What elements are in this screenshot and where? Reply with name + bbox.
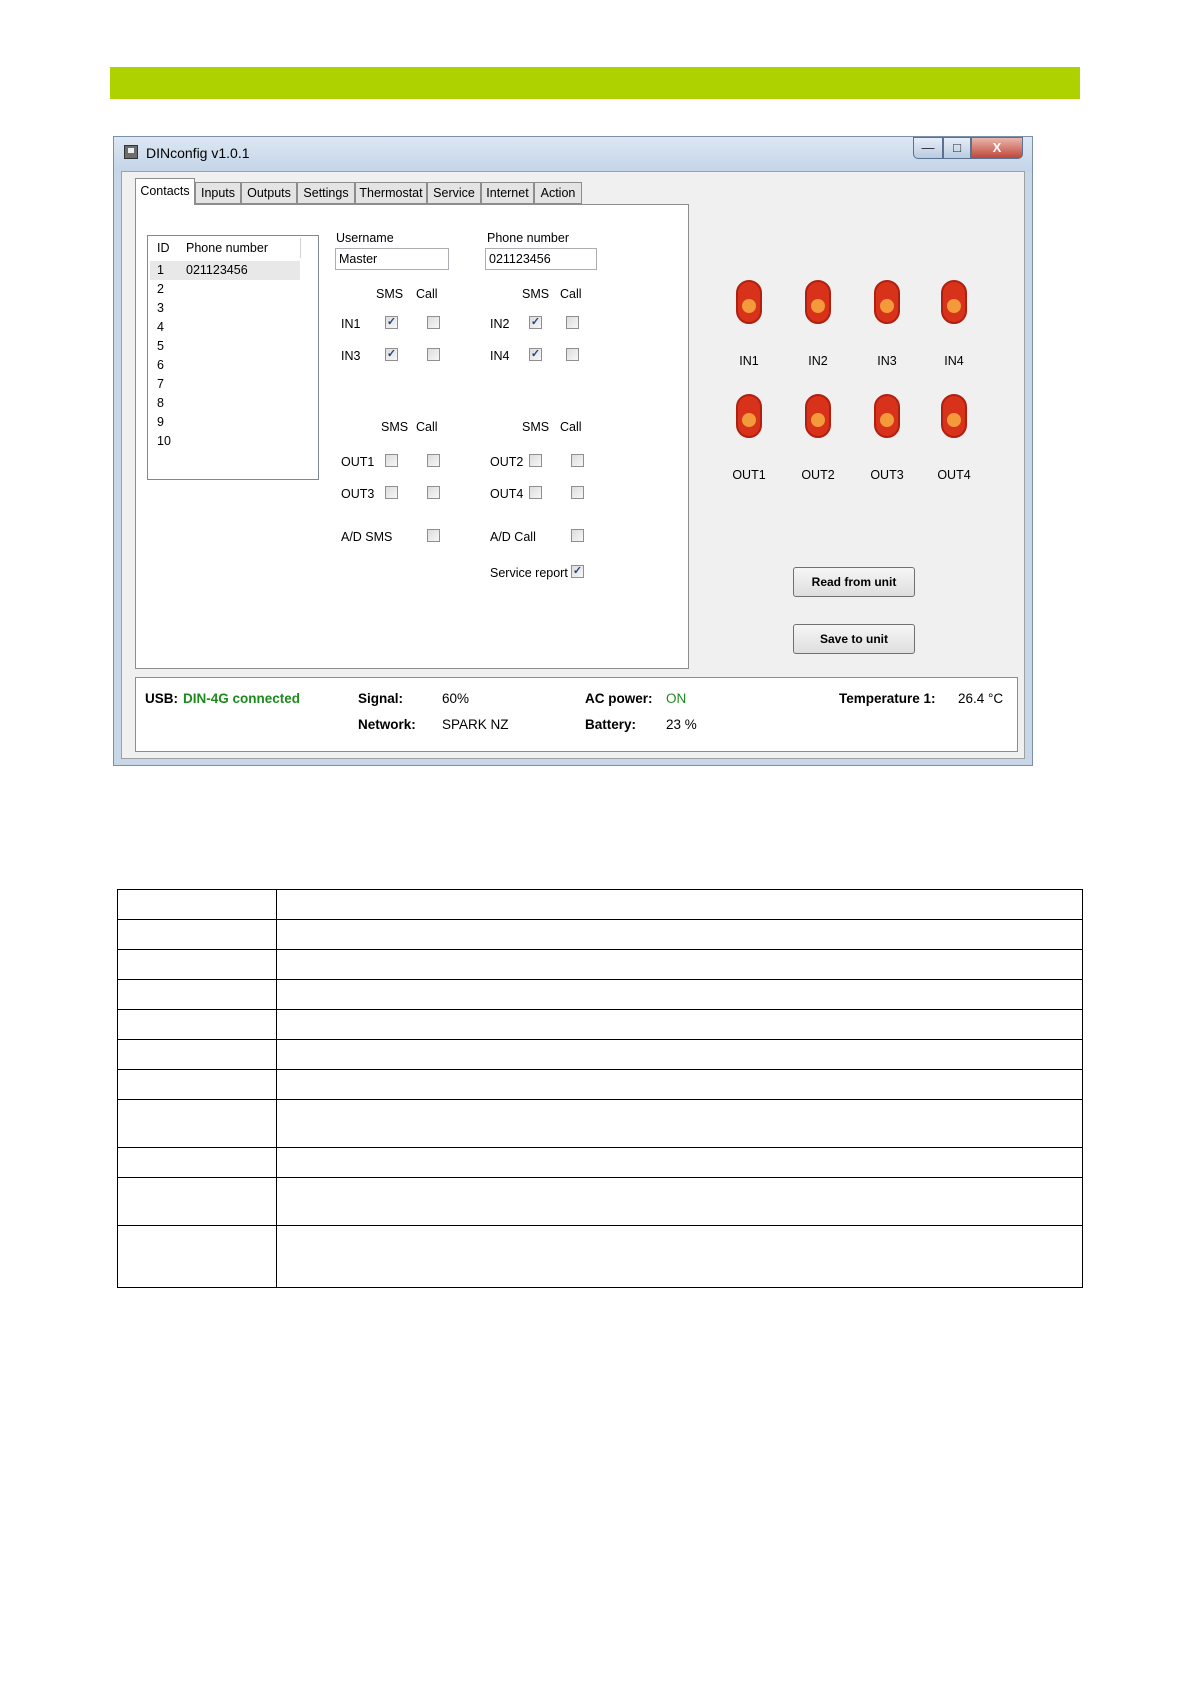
tab-contacts[interactable]: Contacts (135, 178, 195, 205)
out2-led-indicator (805, 394, 831, 438)
save-to-unit-button[interactable]: Save to unit (793, 624, 915, 654)
out4-sms-checkbox[interactable] (529, 486, 542, 499)
table-cell (277, 1040, 1083, 1070)
table-row (118, 1100, 1083, 1148)
table-cell (118, 1070, 277, 1100)
tab-settings[interactable]: Settings (297, 182, 355, 204)
in2-call-checkbox[interactable] (566, 316, 579, 329)
list-item-phone[interactable]: 021123456 (186, 263, 248, 277)
list-item-id[interactable]: 2 (157, 282, 164, 296)
tab-service[interactable]: Service (427, 182, 481, 204)
out4-label: OUT4 (490, 487, 524, 501)
service-report-checkbox[interactable]: ✓ (572, 565, 583, 577)
in4-led-label: IN4 (944, 354, 964, 368)
ad-sms-label: A/D SMS (341, 530, 393, 544)
out1-call-checkbox[interactable] (427, 454, 440, 467)
table-cell (277, 1070, 1083, 1100)
signal-value: 60% (442, 691, 470, 706)
list-item-id[interactable]: 3 (157, 301, 164, 315)
ad-sms-checkbox[interactable] (427, 529, 440, 542)
list-item-id[interactable]: 10 (157, 434, 171, 448)
table-cell (277, 980, 1083, 1010)
out3-label: OUT3 (341, 487, 375, 501)
in2-led-indicator (805, 280, 831, 324)
in2-label: IN2 (490, 317, 510, 331)
table-cell (277, 890, 1083, 920)
ad-call-label: A/D Call (490, 530, 536, 544)
in4-led-indicator (941, 280, 967, 324)
in1-sms-checkbox[interactable]: ✓ (386, 316, 397, 328)
list-item-id[interactable]: 7 (157, 377, 164, 391)
list-item-id[interactable]: 6 (157, 358, 164, 372)
temperature-label: Temperature 1: (839, 691, 936, 706)
usb-status-value: DIN-4G connected (183, 691, 301, 706)
document-table (117, 889, 1083, 1288)
table-row (118, 1010, 1083, 1040)
call-column-label: Call (560, 287, 582, 301)
table-cell (118, 1148, 277, 1178)
table-cell (118, 1040, 277, 1070)
out2-label: OUT2 (490, 455, 524, 469)
out2-led-label: OUT2 (801, 468, 835, 482)
ad-call-checkbox[interactable] (571, 529, 584, 542)
username-label: Username (336, 231, 394, 245)
table-row (118, 1070, 1083, 1100)
table-row (118, 890, 1083, 920)
table-cell (277, 1226, 1083, 1288)
table-cell (277, 1100, 1083, 1148)
contacts-tab-panel (135, 204, 689, 669)
column-separator (300, 238, 301, 258)
in2-led-label: IN2 (808, 354, 828, 368)
in4-sms-checkbox[interactable]: ✓ (530, 348, 541, 360)
table-row (118, 980, 1083, 1010)
out2-sms-checkbox[interactable] (529, 454, 542, 467)
out3-led-indicator (874, 394, 900, 438)
column-header-phone[interactable]: Phone number (186, 241, 269, 255)
table-cell (277, 1148, 1083, 1178)
table-cell (118, 980, 277, 1010)
list-item-id[interactable]: 5 (157, 339, 164, 353)
table-cell (277, 950, 1083, 980)
network-value: SPARK NZ (442, 717, 509, 732)
usb-label: USB: (145, 691, 178, 706)
out3-sms-checkbox[interactable] (385, 486, 398, 499)
maximize-button[interactable]: □ (943, 137, 971, 159)
read-from-unit-button[interactable]: Read from unit (793, 567, 915, 597)
in4-label: IN4 (490, 349, 510, 363)
sms-column-label: SMS (381, 420, 409, 434)
call-column-label: Call (560, 420, 582, 434)
table-cell (118, 1178, 277, 1226)
tab-action[interactable]: Action (534, 182, 582, 204)
table-cell (118, 950, 277, 980)
app-icon (124, 145, 138, 159)
signal-label: Signal: (358, 691, 404, 706)
tab-thermostat[interactable]: Thermostat (355, 182, 427, 204)
out3-led-label: OUT3 (870, 468, 904, 482)
call-column-label: Call (416, 287, 438, 301)
window-title: DINconfig v1.0.1 (146, 145, 250, 161)
header-accent-bar (110, 67, 1080, 99)
table-cell (118, 920, 277, 950)
table-row (118, 1040, 1083, 1070)
list-item-id[interactable]: 8 (157, 396, 164, 410)
in3-led-indicator (874, 280, 900, 324)
out3-call-checkbox[interactable] (427, 486, 440, 499)
battery-value: 23 % (666, 717, 697, 732)
table-row (118, 950, 1083, 980)
out1-sms-checkbox[interactable] (385, 454, 398, 467)
in3-label: IN3 (341, 349, 361, 363)
out4-call-checkbox[interactable] (571, 486, 584, 499)
dinconfig-window (113, 136, 1033, 766)
battery-label: Battery: (585, 717, 637, 732)
in1-label: IN1 (341, 317, 361, 331)
call-column-label: Call (416, 420, 438, 434)
temperature-value: 26.4 °C (958, 691, 1004, 706)
network-label: Network: (358, 717, 416, 732)
out4-led-label: OUT4 (937, 468, 971, 482)
table-cell (277, 920, 1083, 950)
ac-power-label: AC power: (585, 691, 653, 706)
in2-sms-checkbox[interactable]: ✓ (530, 316, 541, 328)
tab-outputs[interactable]: Outputs (241, 182, 297, 204)
phone-number-label: Phone number (487, 231, 570, 245)
list-item-id[interactable]: 1 (157, 263, 164, 277)
tab-inputs[interactable]: Inputs (195, 182, 241, 204)
minimize-button[interactable]: — (913, 137, 943, 159)
out1-led-indicator (736, 394, 762, 438)
table-row (118, 1148, 1083, 1178)
title-bar[interactable] (114, 137, 1032, 171)
list-item-id[interactable]: 4 (157, 320, 164, 334)
status-panel (135, 677, 1018, 752)
in1-led-indicator (736, 280, 762, 324)
close-button[interactable]: X (971, 137, 1023, 159)
phone-number-input[interactable]: 021123456 (485, 248, 597, 270)
table-cell (118, 1100, 277, 1148)
window-client-area (121, 171, 1025, 759)
table-row (118, 1178, 1083, 1226)
sms-column-label: SMS (522, 287, 550, 301)
sms-column-label: SMS (522, 420, 550, 434)
username-input[interactable]: Master (335, 248, 449, 270)
in3-call-checkbox[interactable] (427, 348, 440, 361)
table-cell (118, 1010, 277, 1040)
table-cell (277, 1178, 1083, 1226)
column-header-id[interactable]: ID (157, 241, 170, 255)
out1-label: OUT1 (341, 455, 375, 469)
in3-led-label: IN3 (877, 354, 897, 368)
tab-internet[interactable]: Internet (481, 182, 534, 204)
out4-led-indicator (941, 394, 967, 438)
in3-sms-checkbox[interactable]: ✓ (386, 348, 397, 360)
out1-led-label: OUT1 (732, 468, 766, 482)
contacts-list[interactable] (147, 235, 319, 480)
table-cell (118, 1226, 277, 1288)
service-report-label: Service report (490, 566, 568, 580)
in4-call-checkbox[interactable] (566, 348, 579, 361)
in1-call-checkbox[interactable] (427, 316, 440, 329)
table-row (118, 1226, 1083, 1288)
out2-call-checkbox[interactable] (571, 454, 584, 467)
ac-power-value: ON (666, 691, 687, 706)
sms-column-label: SMS (376, 287, 404, 301)
table-cell (277, 1010, 1083, 1040)
list-item-id[interactable]: 9 (157, 415, 164, 429)
table-row (118, 920, 1083, 950)
in1-led-label: IN1 (739, 354, 759, 368)
table-cell (118, 890, 277, 920)
